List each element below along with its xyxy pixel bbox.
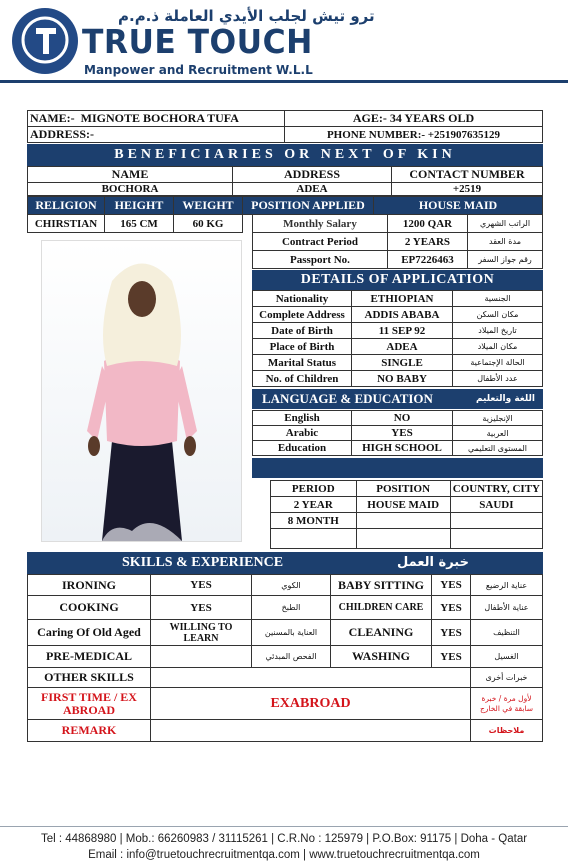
- skill-cooking-value: YES: [151, 596, 252, 620]
- kin-section-title: BENEFICIARIES OR NEXT OF KIN: [27, 144, 543, 166]
- company-arabic-name: ترو تيش لجلب الأيدي العاملة ذ.م.م: [118, 7, 375, 25]
- arabic-value: YES: [352, 426, 453, 441]
- skill-premedical-value: [151, 646, 252, 668]
- personal-info-table: [27, 110, 543, 143]
- company-logo: [12, 8, 78, 74]
- skill-babysitting-arabic: عناية الرضيع: [471, 575, 543, 596]
- abroad-period-1: 2 YEAR: [271, 497, 357, 513]
- phone-label: PHONE NUMBER:-: [326, 128, 426, 141]
- education-value: HIGH SCHOOL: [352, 441, 453, 456]
- company-name: TRUE TOUCH: [82, 22, 313, 61]
- first-time-arabic: لأول مرة / خبرة سابقة في الخارج: [471, 688, 543, 720]
- skill-oldage-arabic: العناية بالمسنين: [252, 620, 331, 646]
- applicant-name: MIGNOTE BOCHORA TUFA: [80, 111, 239, 125]
- remark-arabic: ملاحظات: [471, 720, 543, 742]
- nationality-label: Nationality: [253, 291, 352, 307]
- skill-cooking-arabic: الطبخ: [252, 596, 331, 620]
- education-arabic: المستوى التعليمي: [453, 441, 543, 456]
- skills-section-title: [27, 552, 543, 574]
- address-cell: [28, 127, 285, 143]
- pob-label: Place of Birth: [253, 339, 352, 355]
- work-abroad-table: [270, 480, 543, 549]
- abroad-period-2: 8 MONTH: [271, 513, 357, 529]
- address-label: Complete Address: [253, 307, 352, 323]
- skills-title: SKILLS & EXPERIENCE: [122, 555, 284, 570]
- skill-oldage-value: WILLING TO LEARN: [151, 620, 252, 646]
- dob-label: Date of Birth: [253, 323, 352, 339]
- position-header: POSITION: [356, 481, 450, 497]
- skill-washing-label: WASHING: [331, 646, 432, 668]
- marital-arabic: الحالة الإجتماعية: [453, 355, 543, 371]
- name-cell: [28, 111, 285, 127]
- logo-hand-icon: [16, 10, 74, 70]
- marital-label: Marital Status: [253, 355, 352, 371]
- period-header: PERIOD: [271, 481, 357, 497]
- skill-babysitting-label: BABY SITTING: [331, 575, 432, 596]
- salary-label: Monthly Salary: [253, 215, 388, 233]
- other-skills-value: [151, 668, 471, 688]
- abroad-country-1: SAUDI: [450, 497, 542, 513]
- education-label: Education: [253, 441, 352, 456]
- skill-washing-value: YES: [432, 646, 471, 668]
- skill-premedical-arabic: الفحص المبدئي: [252, 646, 331, 668]
- abroad-empty-1: [271, 529, 357, 549]
- work-abroad-bar: [252, 458, 543, 478]
- height-header: HEIGHT: [105, 197, 174, 215]
- language-title: LANGUAGE & EDUCATION: [262, 391, 433, 406]
- religion-value: CHIRSTIAN: [28, 215, 105, 233]
- abroad-country-2: [450, 513, 542, 529]
- applicant-photo: [41, 240, 242, 542]
- first-time-label: FIRST TIME / EX ABROAD: [28, 688, 151, 720]
- religion-header: RELIGION: [28, 197, 105, 215]
- age-label: AGE:-: [352, 111, 387, 125]
- skill-cleaning-value: YES: [432, 620, 471, 646]
- other-skills-label: OTHER SKILLS: [28, 668, 151, 688]
- skill-childcare-value: YES: [432, 596, 471, 620]
- address-label: ADDRESS:-: [30, 127, 95, 141]
- details-section-title: DETAILS OF APPLICATION: [252, 270, 543, 290]
- age-cell: [285, 111, 543, 127]
- kin-name: BOCHORA: [28, 183, 233, 196]
- skill-ironing-value: YES: [151, 575, 252, 596]
- english-value: NO: [352, 411, 453, 426]
- nationality-value: ETHIOPIAN: [352, 291, 453, 307]
- nationality-arabic: الجنسية: [453, 291, 543, 307]
- first-time-value: EXABROAD: [151, 688, 471, 720]
- arabic-label: Arabic: [253, 426, 352, 441]
- header-divider: [0, 80, 568, 83]
- language-section-title: [252, 389, 543, 409]
- language-title-arabic: اللغة والتعليم: [475, 394, 535, 404]
- phone-number: +251907635129: [427, 128, 501, 141]
- company-subtitle: Manpower and Recruitment W.L.L: [84, 63, 313, 77]
- skills-title-arabic: خبرة العمل: [397, 555, 469, 570]
- skill-ironing-arabic: الكوي: [252, 575, 331, 596]
- arabic-arabic: العربية: [453, 426, 543, 441]
- contract-period-value: 2 YEARS: [388, 233, 468, 251]
- position-applied-value: HOUSE MAID: [374, 197, 543, 215]
- weight-header: WEIGHT: [174, 197, 243, 215]
- kin-header-address: ADDRESS: [233, 167, 392, 183]
- abroad-empty-3: [450, 529, 542, 549]
- footer-contact: Tel : 44868980 | Mob.: 66260983 / 31115261 | C.R.No : 125979 | P.O.Box: 91175 | Doha - Qatar: [40, 833, 528, 845]
- kin-contact: +2519: [392, 183, 543, 196]
- children-arabic: عدد الأطفال: [453, 371, 543, 387]
- english-arabic: الإنجليزية: [453, 411, 543, 426]
- skill-childcare-label: CHILDREN CARE: [331, 596, 432, 620]
- country-header: COUNTRY, CITY: [450, 481, 542, 497]
- name-label: NAME:-: [30, 111, 75, 125]
- kin-header-name: NAME: [28, 167, 233, 183]
- footer-web: Email : info@truetouchrecruitmentqa.com | www.truetouchrecruitmentqa.com: [88, 849, 480, 861]
- address-arabic: مكان السكن: [453, 307, 543, 323]
- children-label: No. of Children: [253, 371, 352, 387]
- pob-value: ADEA: [352, 339, 453, 355]
- applicant-age: 34 YEARS OLD: [389, 111, 475, 125]
- skill-babysitting-value: YES: [432, 575, 471, 596]
- abroad-position-2: [356, 513, 450, 529]
- skill-washing-arabic: الغسيل: [471, 646, 543, 668]
- position-applied-header: POSITION APPLIED: [243, 197, 374, 215]
- skill-premedical-label: PRE-MEDICAL: [28, 646, 151, 668]
- skill-cleaning-arabic: التنظيف: [471, 620, 543, 646]
- remark-label: REMARK: [28, 720, 151, 742]
- contract-table: [252, 214, 543, 269]
- language-table: [252, 410, 543, 456]
- details-table: [252, 290, 543, 387]
- skill-ironing-label: IRONING: [28, 575, 151, 596]
- marital-value: SINGLE: [352, 355, 453, 371]
- skill-oldage-label: Caring Of Old Aged: [28, 620, 151, 646]
- remark-value: [151, 720, 471, 742]
- height-value: 165 CM: [105, 215, 174, 233]
- abroad-position-1: HOUSE MAID: [356, 497, 450, 513]
- salary-value: 1200 QAR: [388, 215, 468, 233]
- passport-label: Passport No.: [253, 251, 388, 269]
- dob-arabic: تاريخ الميلاد: [453, 323, 543, 339]
- children-value: NO BABY: [352, 371, 453, 387]
- contract-period-label: Contract Period: [253, 233, 388, 251]
- skills-table: [27, 574, 543, 742]
- kin-header-contact: CONTACT NUMBER: [392, 167, 543, 183]
- footer-divider: [0, 826, 568, 827]
- dob-value: 11 SEP 92: [352, 323, 453, 339]
- address-value: ADDIS ABABA: [352, 307, 453, 323]
- pob-arabic: مكان الميلاد: [453, 339, 543, 355]
- passport-arabic: رقم جواز السفر: [468, 251, 543, 269]
- weight-value: 60 KG: [174, 215, 243, 233]
- phone-cell: [285, 127, 543, 143]
- contract-period-arabic: مدة العقد: [468, 233, 543, 251]
- skill-cleaning-label: CLEANING: [331, 620, 432, 646]
- english-label: English: [253, 411, 352, 426]
- abroad-empty-2: [356, 529, 450, 549]
- skill-childcare-arabic: عناية الأطفال: [471, 596, 543, 620]
- skill-cooking-label: COOKING: [28, 596, 151, 620]
- passport-value: EP7226463: [388, 251, 468, 269]
- other-skills-arabic: خبرات أخرى: [471, 668, 543, 688]
- kin-table: [27, 166, 543, 196]
- kin-address: ADEA: [233, 183, 392, 196]
- salary-arabic: الراتب الشهري: [468, 215, 543, 233]
